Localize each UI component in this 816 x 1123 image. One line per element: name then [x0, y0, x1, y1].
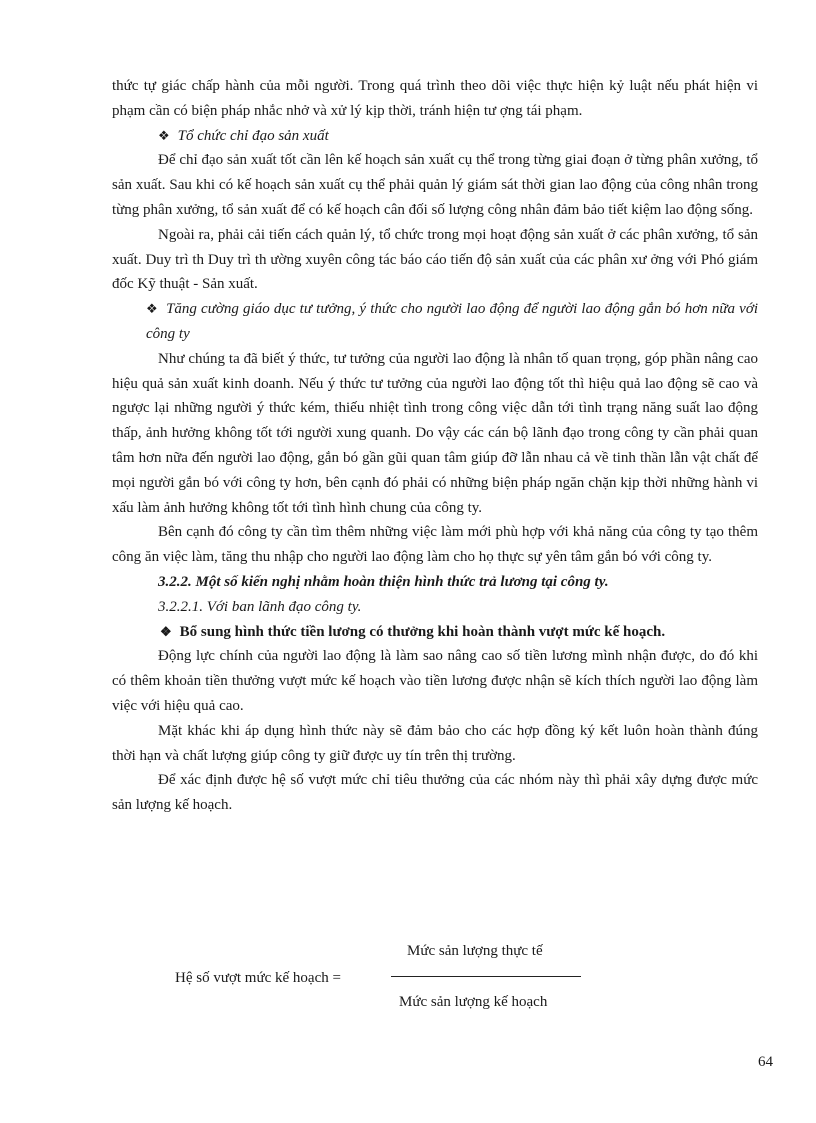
bullet-production-direction	[112, 124, 758, 149]
bullet-bonus-wage	[112, 620, 758, 645]
paragraph-management: Ngoài ra, phải cải tiến cách quản lý, tổ chức trong mọi hoạt động sản xuất ở các phân xưởng, tổ sản xuất. Duy trì th Duy trì th ường xuyên công tác báo cáo tiến độ sản xuất của các phân xư ởng với Phó giám đốc Kỹ thuật - Sản xuất.	[112, 226, 758, 293]
bullet-text: Bổ sung hình thức tiền lương có thưởng khi hoàn thành vượt mức kế hoạch.	[179, 623, 666, 640]
paragraph-coefficient: Để xác định được hệ số vượt mức chỉ tiêu thưởng của các nhóm này thì phải xây dựng được mức sản lượng kế hoạch.	[112, 772, 758, 814]
formula-denominator: Mức sản lượng kế hoạch	[399, 994, 548, 1010]
diamond-bullet-icon: ❖	[160, 623, 172, 639]
paragraph-contracts: Mặt khác khi áp dụng hình thức này sẽ đảm bảo cho các hợp đồng ký kết luôn hoàn thành đúng thời hạn và chất lượng giúp công ty giữ được uy tín trên thị trường.	[112, 722, 758, 764]
paragraph-new-jobs: Bên cạnh đó công ty cần tìm thêm những việc làm mới phù hợp với khả năng của công ty tạo thêm công ăn việc làm, tăng thu nhập cho người lao động làm cho họ thực sự yên tâm gắn bó với công ty.	[112, 524, 758, 566]
paragraph-awareness: Như chúng ta đã biết ý thức, tư tưởng của người lao động là nhân tố quan trọng, góp phần nâng cao hiệu quả sản xuất kinh doanh. Nếu ý thức tư tưởng của người lao động tốt thì hiệu quả lao động sẽ cao và ngược lại những người ý thức kém, thiếu nhiệt tình trong công việc dẫn tới tình trạng năng suất lao động thấp, ảnh hưởng không tốt tới người xung quanh. Do vậy các cán bộ lãnh đạo trong công ty cần phải quan tâm hơn nữa đến người lao động, gắn bó gần gũi quan tâm giúp đỡ lẫn nhau cả về tinh thần lẫn vật chất để mọi người gắn bó với công ty hơn, bên cạnh đó phải có những biện pháp ngăn chặn kịp thời những hành vi xấu làm ảnh hưởng không tốt tới tình hình chung của công ty.	[112, 350, 758, 516]
bullet-text: Tổ chức chỉ đạo sản xuất	[177, 127, 329, 144]
bullet-text: Tăng cường giáo dục tư tưởng, ý thức cho người lao động để người lao động gắn bó hơn nữa với công ty	[146, 301, 758, 342]
fraction-bar	[391, 976, 581, 977]
subsection-heading-3-2-2-1: 3.2.2.1. Với ban lãnh đạo công ty.	[158, 598, 362, 615]
section-heading-3-2-2: 3.2.2. Một số kiến nghị nhằm hoàn thiện hình thức trả lương tại công ty.	[158, 573, 609, 590]
page-number: 64	[758, 1054, 773, 1070]
bullet-education	[112, 297, 758, 347]
formula-label: Hệ số vượt mức kế hoạch =	[175, 970, 341, 986]
formula-numerator: Mức sản lượng thực tế	[407, 943, 543, 959]
page-body	[112, 74, 758, 818]
paragraph-discipline: thức tự giác chấp hành của mỗi người. Trong quá trình theo dõi việc thực hiện kỷ luật nếu phát hiện vi phạm cần có biện pháp nhắc nhở và xử lý kịp thời, tránh hiện tư ợng tái phạm.	[112, 78, 758, 119]
paragraph-production-plan: Để chỉ đạo sản xuất tốt cần lên kế hoạch sản xuất cụ thể trong từng giai đoạn ở từng phân xưởng, tổ sản xuất. Sau khi có kế hoạch sản xuất cụ thể phải quản lý giám sát thời gian lao động của công nhân trong từng phân xưởng, tổ sản xuất để có kế hoạch cân đối số lượng công nhân đảm bảo tiết kiệm lao động sống.	[112, 152, 758, 218]
diamond-bullet-icon: ❖	[158, 127, 170, 143]
paragraph-motivation: Động lực chính của người lao động là làm sao nâng cao số tiền lương mình nhận được, do đó khi có thêm khoản tiền thưởng vượt mức kế hoạch vào tiền lương được nhận sẽ kích thích người lao động làm việc với hiệu quả cao.	[112, 648, 758, 714]
formula-exceed-coefficient	[175, 940, 595, 1020]
diamond-bullet-icon: ❖	[146, 301, 159, 317]
